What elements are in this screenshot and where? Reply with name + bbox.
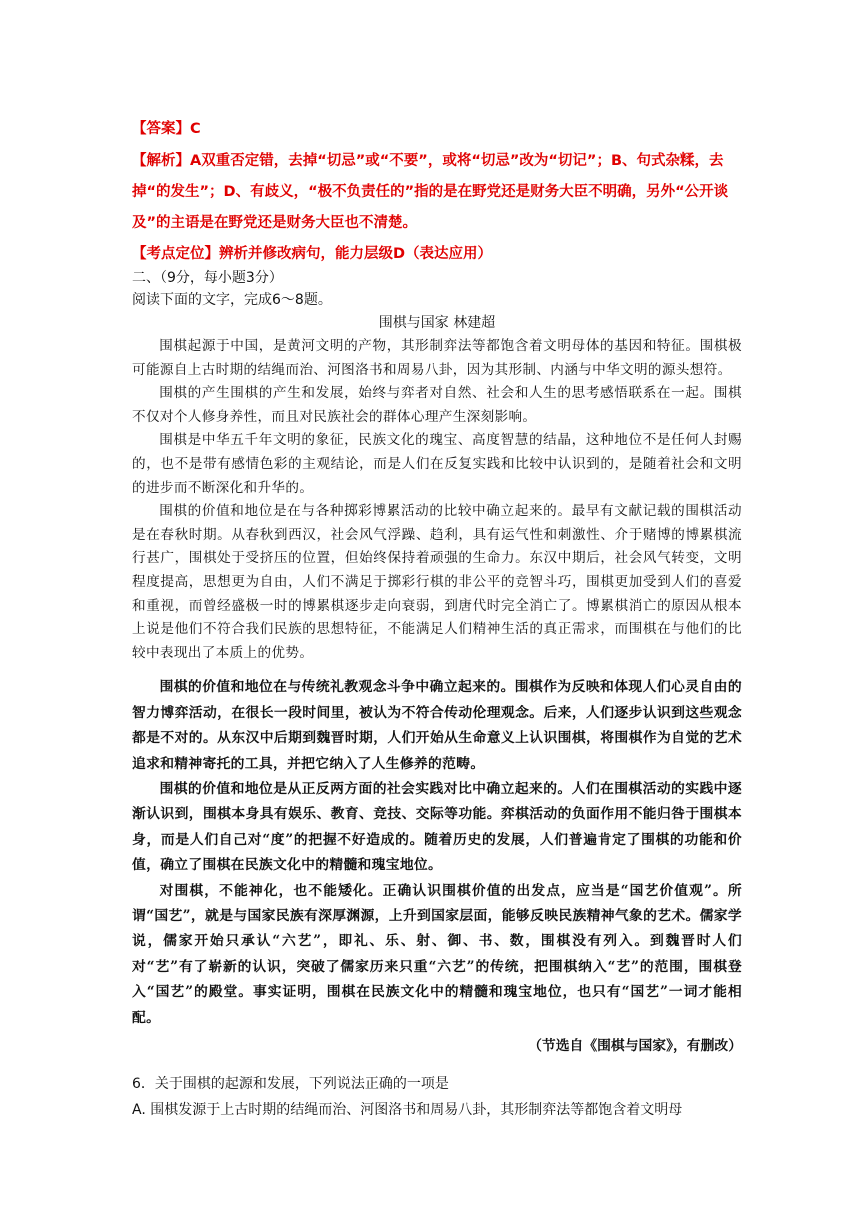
article-paragraph-bold: 对围棋，不能神化，也不能矮化。正确认识围棋价值的出发点，应当是“国艺价值观”。所谓“国艺”，就是与国家民族有深厚渊源，上升到国家层面，能够反映民族精神气象的艺术。儒家学说，儒家开始只承认“六艺”，即礼、乐、射、御、书、数，围棋没有列入。到魏晋时人们对“艺”有了崭新的认识，突破了儒家历来只重“六艺”的传统，把围棋纳入“艺”的范围，围棋登入“国艺”的殿堂。事实证明，围棋在民族文化中的精髓和瑰宝地位，也只有“国艺”一词才能相配。 — [132, 882, 742, 1026]
analysis-label: 【解析】 — [132, 153, 190, 169]
article-bold-section — [132, 675, 742, 1031]
answer-value: C — [190, 121, 201, 137]
article-paragraph: 围棋是中华五千年文明的象征，民族文化的瑰宝、高度智慧的结晶，这种地位不是任何人封赐的，也不是带有感情色彩的主观结论，而是人们在反复实践和比较中认识到的，是随着社会和文明的进步而不断深化和升华的。 — [132, 432, 742, 496]
article-paragraph: 围棋的价值和地位是在与各种掷彩博累活动的比较中确立起来的。最早有文献记载的围棋活动是在春秋时期。从春秋到西汉，社会风气浮躁、趋利，具有运气性和刺激性、介于赌博的博累棋流行甚广，围棋处于受挤压的位置，但始终保持着顽强的生命力。东汉中期后，社会风气转变，文明程度提高，思想更为自由，人们不满足于掷彩行棋的非公平的竞智斗巧，围棋更加受到人们的喜爱和重视，而曾经盛极一时的博累棋逐步走向衰弱，到唐代时完全消亡了。博累棋消亡的原因从根本上说是他们不符合我们民族的思想特征，不能满足人们精神生活的真正需求，而围棋在与他们的比较中表现出了本质上的优势。 — [132, 503, 742, 661]
article-source: （节选自《围棋与国家》，有删改） — [528, 1038, 742, 1054]
analysis-block — [132, 146, 742, 239]
article-title: 围棋与国家 林建超 — [378, 315, 496, 331]
section-instruction: 阅读下面的文字，完成6～8题。 — [132, 292, 332, 308]
article-paragraph-bold: 围棋的价值和地位在与传统礼教观念斗争中确立起来的。围棋作为反映和体现人们心灵自由的智力博弈活动，在很长一段时间里，被认为不符合传动伦理观念。后来，人们逐步认识到这些观念都是不对的。从东汉中后期到魏晋时期，人们开始从生命意义上认识围棋，将围棋作为自觉的艺术追求和精神寄托的工具，并把它纳入了人生修养的范畴。 — [132, 679, 742, 772]
section-heading: 二、（9分，每小题3分） — [132, 270, 283, 286]
question-stem: 6．关于围棋的起源和发展，下列说法正确的一项是 — [132, 1076, 449, 1092]
question-option-a: A. 围棋发源于上古时期的结绳而治、河图洛书和周易八卦，其形制弈法等都饱含着文明母 — [132, 1102, 683, 1118]
article-paragraph: 围棋起源于中国，是黄河文明的产物，其形制弈法等都饱含着文明母体的基因和特征。围棋极可能源自上古时期的结绳而治、河图洛书和周易八卦，因为其形制、内涵与中华文明的源头想符。 — [132, 338, 742, 378]
article-paragraph-bold: 围棋的价值和地位是从正反两方面的社会实践对比中确立起来的。人们在围棋活动的实践中逐渐认识到，围棋本身具有娱乐、教育、竞技、交际等功能。弈棋活动的负面作用不能归咎于围棋本身，而是人们自己对“度”的把握不好造成的。随着历史的发展，人们普遍肯定了围棋的功能和价值，确立了围棋在民族文化中的精髓和瑰宝地位。 — [132, 780, 742, 874]
answer-line — [132, 116, 742, 142]
article-paragraph: 围棋的产生围棋的产生和发展，始终与弈者对自然、社会和人生的思考感悟联系在一起。围棋不仅对个人修身养性，而且对民族社会的群体心理产生深刻影响。 — [132, 385, 742, 425]
kaodian-line — [132, 241, 742, 267]
answer-label: 【答案】 — [132, 121, 190, 137]
analysis-text: A双重否定错，去掉“切忌”或“不要”，或将“切忌”改为“切记”；B、句式杂糅，去掉“的发生”；D、有歧义，“极不负责任的”指的是在野党还是财务大臣不明确，另外“公开谈及”的主语是在野党还是财务大臣也不清楚。 — [132, 153, 729, 231]
document-page — [132, 116, 742, 1123]
kaodian-label: 【考点定位】 — [132, 246, 219, 262]
kaodian-text: 辨析并修改病句，能力层级D（表达应用） — [219, 246, 493, 262]
